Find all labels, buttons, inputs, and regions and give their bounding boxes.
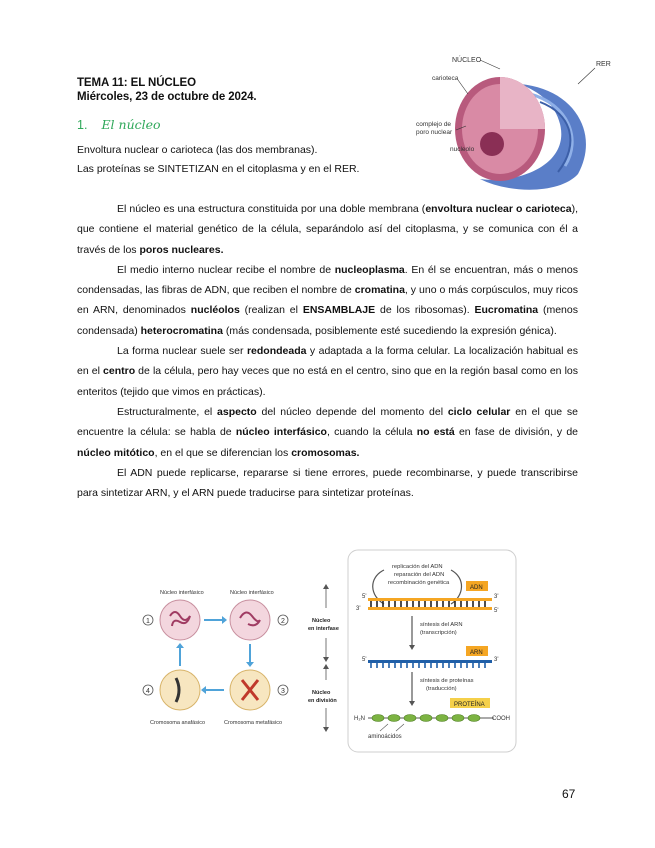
dna-end-3-bottom: 3'	[356, 606, 361, 612]
proteina-label: PROTEÍNA	[454, 702, 485, 708]
transcription-line-1: síntesis del ARN	[420, 622, 463, 628]
label-carioteca: carioteca	[432, 75, 459, 82]
paragraph-2: El medio interno nuclear recibe el nombre de nucleoplasma. En él se encuentran, más o menos condensadas, las fibras de ADN, que reciben el nombre de cromatina, y uno o más corpúsculos, muy ricos en ARN, denominados nucléolos (realizan el ENSAMBLAJE de los ribosomas). Eucromatina (menos condensada) heterocromatina (más condensada, posiblemente esté sucediendo la expresión génica).	[77, 263, 578, 337]
label-nucleolo: nucleolo	[450, 146, 475, 153]
carboxyl-terminal: COOH	[492, 716, 510, 722]
interphase-label-2: en interfase	[308, 626, 339, 632]
central-dogma-figure	[308, 548, 518, 754]
adn-label: ADN	[470, 585, 483, 591]
rna-strand	[368, 660, 492, 663]
intro-line-2: Las proteínas se SINTETIZAN en el citoplasma y en el RER.	[77, 163, 360, 175]
cell-cycle-svg	[138, 578, 302, 734]
nucleus-svg	[400, 44, 615, 194]
dna-end-3-top: 3'	[494, 594, 499, 600]
transcription-line-2: (transcripción)	[420, 630, 457, 636]
interphase-nucleus-1	[160, 600, 200, 640]
amino-terminal: H₂N	[354, 716, 365, 722]
paragraph-1: El núcleo es una estructura constituida por una doble membrana (envoltura nuclear o carioteca), que contiene el material genético de la célula, separándolo así del citoplasma, y se comunica con él a través de los poros nucleares.	[77, 203, 579, 256]
section-number: 1.	[77, 118, 88, 132]
date-line: Miércoles, 23 de octubre de 2024.	[77, 91, 257, 103]
aminoacidos-label: aminoácidos	[368, 734, 402, 740]
label-interfasico-2: Núcleo interfásico	[230, 590, 274, 596]
topic-title: TEMA 11: EL NÚCLEO	[77, 77, 196, 89]
step-3: 3	[281, 688, 285, 695]
section-title: El núcleo	[101, 117, 161, 132]
label-metafasico: Cromosoma metafásico	[224, 720, 283, 726]
cell-cycle-figure	[138, 578, 302, 734]
dna-end-5-top: 5'	[362, 594, 367, 600]
step-4: 4	[146, 688, 150, 695]
label-anafasico: Cromosoma anafásico	[150, 720, 206, 726]
intro-line-1: Envoltura nuclear o carioteca (las dos membranas).	[77, 144, 318, 156]
paragraph-4: Estructuralmente, el aspecto del núcleo depende del momento del ciclo celular en el que se encuentre la célula: se habla de núcleo interfásico, cuando la célula no está en fase de división, y de núcleo mitótico, en el que se diferencian los cromosomas.	[77, 405, 578, 459]
nucleolus-shape	[480, 132, 504, 156]
rna-end-5: 5'	[362, 657, 367, 663]
page-number: 67	[562, 787, 576, 801]
arn-label: ARN	[470, 650, 483, 656]
label-complejo-1: complejo de	[416, 121, 452, 128]
translation-line-2: (traducción)	[426, 686, 457, 692]
label-rer: RER	[596, 61, 611, 68]
dogma-svg	[308, 548, 518, 754]
step-2: 2	[281, 618, 285, 625]
division-label-1: Núcleo	[312, 690, 331, 696]
paragraph-5: El ADN puede replicarse, repararse si tiene errores, puede recombinarse, y puede transcribirse para sintetizar ARN, y el ARN puede traducirse para sintetizar proteínas.	[77, 466, 578, 500]
rep-line-3: recombinación genética	[388, 580, 450, 586]
nucleus-illustration	[400, 44, 615, 194]
intro-notes	[77, 141, 359, 179]
dna-end-5-bottom: 5'	[494, 608, 499, 614]
label-interfasico-1: Núcleo interfásico	[160, 590, 204, 596]
paragraph-3: La forma nuclear suele ser redondeada y adaptada a la forma celular. La localización habitual es en el centro de la célula, pero hay veces que no está en el centro, sino que en la región basal como en los enteritos (tejido que vimos en prácticas).	[77, 345, 579, 398]
rna-end-3: 3'	[494, 657, 499, 663]
document-title	[77, 76, 257, 104]
label-complejo-2: poro nuclear	[416, 129, 453, 136]
interphase-label-1: Núcleo	[312, 618, 331, 624]
label-nucleo: NÚCLEO	[452, 57, 482, 64]
body-text	[77, 199, 578, 503]
rep-line-2: reparación del ADN	[394, 572, 445, 578]
interphase-nucleus-2	[230, 600, 270, 640]
section-heading	[77, 117, 161, 132]
translation-line-1: síntesis de proteínas	[420, 678, 474, 684]
division-label-2: en división	[308, 698, 337, 704]
rep-line-1: replicación del ADN	[392, 564, 443, 570]
step-1: 1	[146, 618, 150, 625]
